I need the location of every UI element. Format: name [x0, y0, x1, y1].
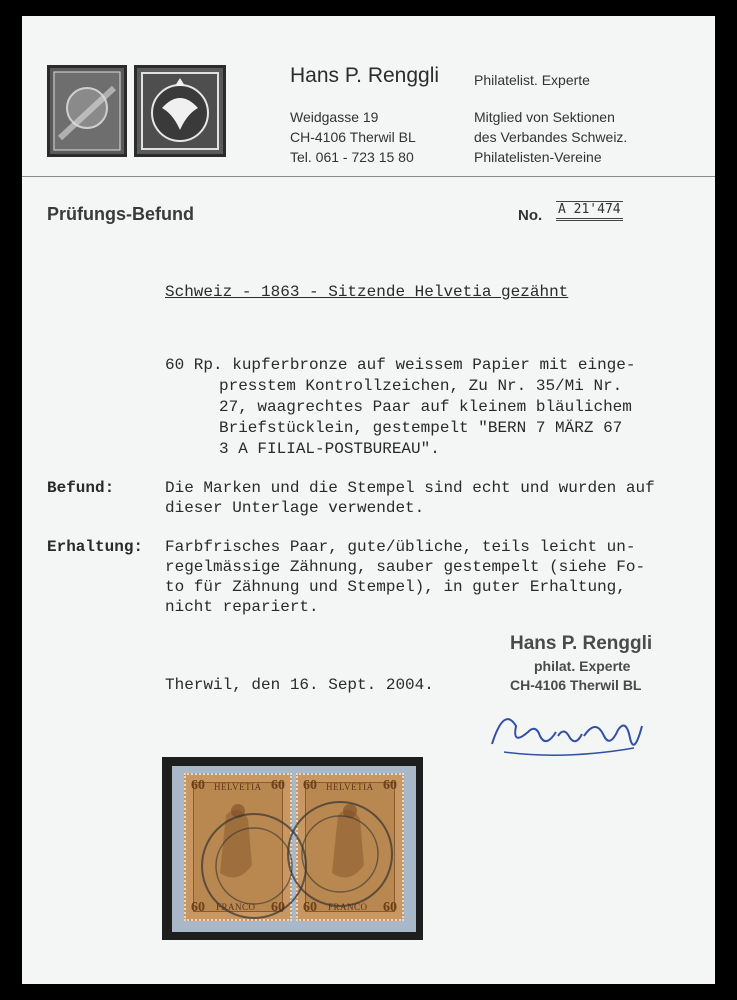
stamp-value: 60	[271, 778, 285, 793]
stamp-value: 60	[383, 900, 397, 915]
envelope-piece	[172, 766, 416, 932]
description-line: 27, waagrechtes Paar auf kleinem bläulichem	[219, 398, 632, 416]
postmark-icon	[172, 766, 416, 932]
member-line-3: Philatelisten-Vereine	[474, 149, 602, 165]
logo-stamp-right	[134, 65, 226, 157]
logo-stamp-left	[47, 65, 127, 157]
address-line-1: Weidgasse 19	[290, 109, 379, 125]
logo-stamp-left-graphic	[50, 68, 124, 154]
certificate-number: A 21'474	[556, 201, 623, 221]
description-line: 60 Rp. kupferbronze auf weissem Papier mit einge-	[165, 356, 636, 374]
place-date: Therwil, den 16. Sept. 2004.	[165, 676, 434, 694]
stamp-country: HELVETIA	[326, 782, 374, 792]
stamp-country: HELVETIA	[214, 782, 262, 792]
stamp-word: FRANCO	[328, 902, 368, 912]
phone: Tel. 061 - 723 15 80	[290, 149, 414, 165]
dove-icon	[137, 68, 223, 154]
erhaltung-line: regelmässige Zähnung, sauber gestempelt (siehe Fo-	[165, 558, 646, 576]
befund-line: dieser Unterlage verwendet.	[165, 499, 425, 517]
erhaltung-line: to für Zähnung und Stempel), in guter Erhaltung,	[165, 578, 626, 596]
description-line: Briefstücklein, gestempelt "BERN 7 MÄRZ 67	[219, 419, 623, 437]
certificate-sheet	[22, 16, 715, 984]
erhaltung-line: nicht repariert.	[165, 598, 319, 616]
number-label: No.	[518, 207, 543, 224]
stamp-value: 60	[271, 900, 285, 915]
stamp-value: 60	[191, 778, 205, 793]
header-divider	[22, 176, 715, 177]
erhaltung-line: Farbfrisches Paar, gute/übliche, teils leicht un-	[165, 538, 636, 556]
address-line-2: CH-4106 Therwil BL	[290, 129, 416, 145]
stamp-value: 60	[191, 900, 205, 915]
member-line-1: Mitglied von Sektionen	[474, 109, 615, 125]
stamp-value: 60	[303, 900, 317, 915]
stamp-word: FRANCO	[216, 902, 256, 912]
subject-line: Schweiz - 1863 - Sitzende Helvetia gezähnt	[165, 283, 569, 301]
description-line: 3 A FILIAL-POSTBUREAU".	[219, 440, 440, 458]
stamp-value: 60	[383, 778, 397, 793]
expert-name: Hans P. Renggli	[290, 64, 440, 87]
stamp-photo	[162, 757, 423, 940]
befund-line: Die Marken und die Stempel sind echt und wurden auf	[165, 479, 655, 497]
member-line-2: des Verbandes Schweiz.	[474, 129, 628, 145]
description-line: presstem Kontrollzeichen, Zu Nr. 35/Mi Nr.	[219, 377, 623, 395]
befund-label: Befund:	[47, 479, 115, 497]
signature-stamp-place: CH-4106 Therwil BL	[510, 677, 642, 693]
expert-role: Philatelist. Experte	[474, 72, 590, 88]
signature-stamp-name: Hans P. Renggli	[510, 633, 653, 654]
handwritten-signature	[484, 696, 654, 766]
erhaltung-label: Erhaltung:	[47, 538, 144, 556]
signature-stamp-role: philat. Experte	[534, 658, 631, 674]
certificate-title: Prüfungs-Befund	[47, 204, 194, 224]
stamp-value: 60	[303, 778, 317, 793]
